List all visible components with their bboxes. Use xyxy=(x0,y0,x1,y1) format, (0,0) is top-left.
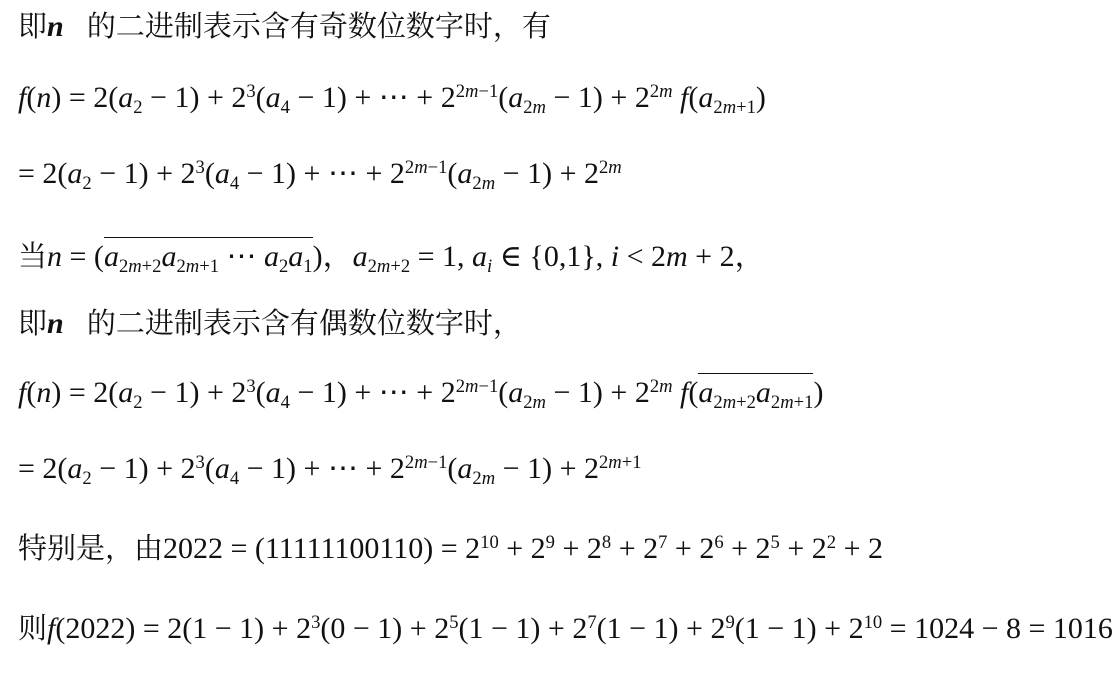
example-2022-result: 则$f(2022) = 2(1 - 1) + 2^3(0 - 1) + 2^5(1 - 1) + 2^7(1 - 1) + 2^9(1 - 1) + 2^{10} = 1024 - 8 = 1016$ xyxy=(18,611,1113,645)
formula-even-2: = $2(a_2 - 1) + 2^3(a_4 - 1)$ + ⋯ + $2^{2m-1}(a_{2m} - 1) + 2^{2m+1}$ xyxy=(18,451,642,489)
condition-line: 当$n = (a_{2m+2}a_{2m+1}$ ⋯ $a_2a_1$)，$a_{2m+2} = 1$, $a_i$ ∈ {0,1}, i < 2m + 2， xyxy=(18,239,765,277)
text-line-even-digits: 即n 的二进制表示含有偶数位数字时， xyxy=(18,306,522,340)
formula-even-1: $f(n) = 2(a_2 - 1) + 2^3(a_4 - 1)$ + ⋯ + $2^{2m-1}(a_{2m} - 1) + 2^{2m}$ $f(a_{2m+2}a_{2m+1})$ xyxy=(18,375,823,411)
example-2022-binary: 特别是，由$2022 = (11111100110) = 2^{10} + 2^9 + 2^8 + 2^7 + 2^6 + 2^5 + 2^2 + 2$ xyxy=(18,531,883,565)
formula-odd-1: $f(n) = 2(a_2 - 1) + 2^3(a_4 - 1)$ + ⋯ + $2^{2m-1}(a_{2m} - 1) + 2^{2m}$ $f(a_{2m+1})$ xyxy=(18,80,766,118)
var-n: n xyxy=(47,10,64,43)
formula-odd-2: = $2(a_2 - 1) + 2^3(a_4 - 1)$ + ⋯ + $2^{2m-1}(a_{2m} - 1) + 2^{2m}$ xyxy=(18,156,622,194)
text-line-odd-digits: 即n 的二进制表示含有奇数位数字时，有 xyxy=(18,9,551,43)
